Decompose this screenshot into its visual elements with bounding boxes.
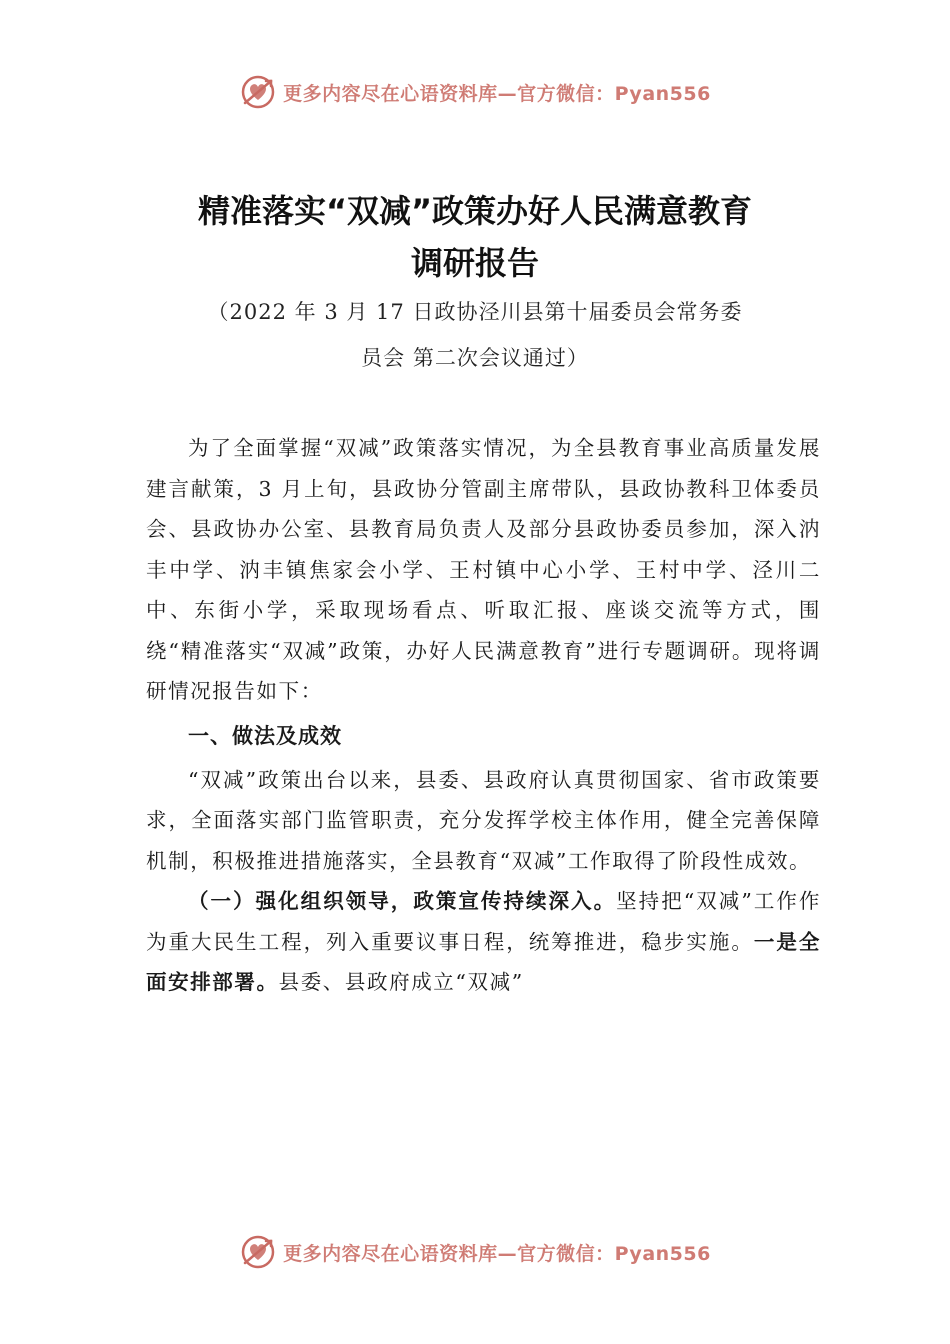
section1-heading: 一、做法及成效 bbox=[188, 723, 342, 748]
document-body bbox=[146, 428, 821, 1003]
footer-watermark bbox=[0, 1230, 950, 1274]
subsection1-point-text: 县委、县政府成立“双减” bbox=[278, 970, 524, 994]
intro-paragraph: 为了全面掌握“双减”政策落实情况，为全县教育事业高质量发展建言献策，3 月上旬，县政协分管副主席带队，县政协教科卫体委员会、县政协办公室、县教育局负责人及部分县政协委员参加，深入汭丰中学、汭丰镇焦家会小学、王村镇中心小学、王村中学、泾川二中、东街小学，采取现场看点、听取汇报、座谈交流等方式，围绕“精准落实“双减”政策，办好人民满意教育”进行专题调研。现将调研情况报告如下： bbox=[146, 436, 821, 703]
section1-paragraph: “双减”政策出台以来，县委、县政府认真贯彻国家、省市政策要求，全面落实部门监管职责，充分发挥学校主体作用，健全完善保障机制，积极推进措施落实，全县教育“双减”工作取得了阶段性成效。 bbox=[146, 767, 821, 873]
subsection1-heading: （一）强化组织领导，政策宣传持续深入。 bbox=[188, 889, 617, 913]
subsection1-paragraph bbox=[146, 881, 821, 1003]
heart-logo-icon bbox=[239, 1233, 277, 1271]
document-title-line1: 精准落实“双减”政策办好人民满意教育 bbox=[197, 192, 753, 230]
document-subtitle-line2: 员会 第二次会议通过） bbox=[361, 346, 589, 370]
subsection1-text: 坚持把“双减”工作作为重大民生工程，列入重要议事日程，统筹推进，稳步实施。 bbox=[146, 889, 821, 954]
footer-watermark-text: 更多内容尽在心语资料库—官方微信：Pyan556 bbox=[283, 1242, 711, 1265]
header-watermark bbox=[0, 70, 950, 114]
heart-logo-icon bbox=[239, 73, 277, 111]
document-subtitle-line1: （2022 年 3 月 17 日政协泾川县第十届委员会常务委 bbox=[207, 300, 743, 324]
document-title-line2: 调研报告 bbox=[410, 244, 539, 282]
header-watermark-text: 更多内容尽在心语资料库—官方微信：Pyan556 bbox=[283, 82, 711, 105]
subsection1-point-heading: 一是全面安排部署。 bbox=[146, 929, 821, 994]
